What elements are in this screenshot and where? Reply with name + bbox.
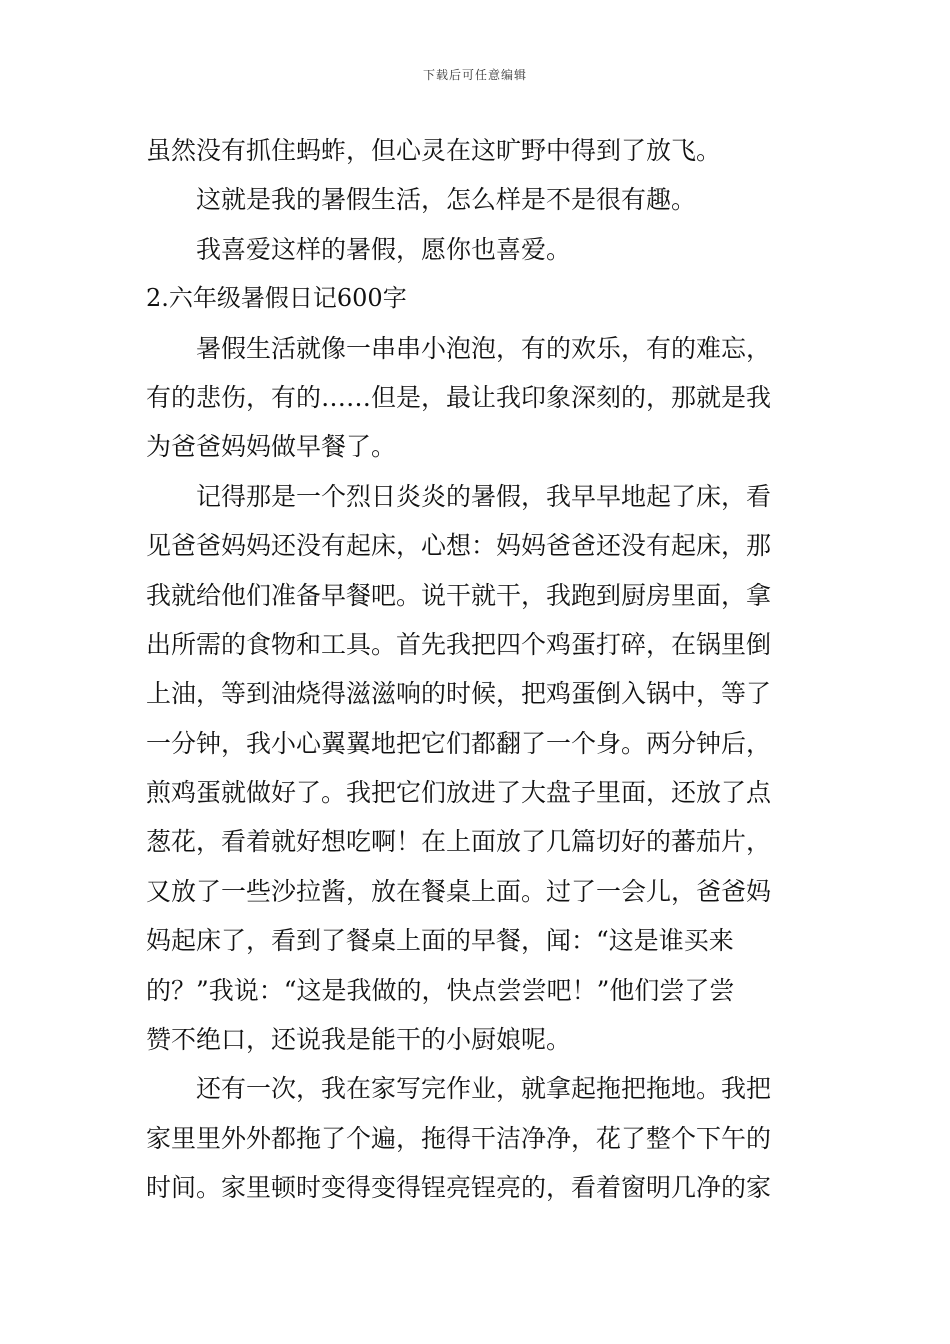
text-line: 出所需的食物和工具。首先我把四个鸡蛋打碎，在锅里倒 <box>146 629 772 659</box>
text-line: 记得那是一个烈日炎炎的暑假，我早早地起了床，看 <box>196 481 772 511</box>
text-line: 时间。家里顿时变得变得锃亮锃亮的，看着窗明几净的家 <box>146 1173 772 1203</box>
document-body <box>146 126 810 1213</box>
text-line: 有的悲伤，有的……但是，最让我印象深刻的，那就是我 <box>146 382 772 412</box>
page-header-note: 下载后可任意编辑 <box>422 68 527 82</box>
text-line: 葱花，看着就好想吃啊！在上面放了几篇切好的蕃茄片， <box>146 827 772 857</box>
text-line: 我就给他们准备早餐吧。说干就干，我跑到厨房里面，拿 <box>146 580 772 610</box>
text-line: 又放了一些沙拉酱，放在餐桌上面。过了一会儿，爸爸妈 <box>146 876 772 906</box>
text-line: 为爸爸妈妈做早餐了。 <box>146 432 397 462</box>
section-heading: 2.六年级暑假日记600字 <box>146 284 407 313</box>
text-line: 这就是我的暑假生活，怎么样是不是很有趣。 <box>196 185 697 215</box>
text-line: 还有一次，我在家写完作业，就拿起拖把拖地。我把 <box>196 1074 772 1104</box>
text-line: 煎鸡蛋就做好了。我把它们放进了大盘子里面，还放了点 <box>146 778 772 808</box>
text-line: 赞不绝口，还说我是能干的小厨娘呢。 <box>146 1025 572 1055</box>
text-line: 虽然没有抓住蚂蚱，但心灵在这旷野中得到了放飞。 <box>146 136 722 165</box>
text-line: 家里里外外都拖了个遍，拖得干洁净净，花了整个下午的 <box>146 1123 772 1153</box>
text-line: 的？”我说：“这是我做的，快点尝尝吧！”他们尝了尝 <box>146 975 735 1005</box>
text-line: 我喜爱这样的暑假，愿你也喜爱。 <box>196 234 572 264</box>
text-line: 一分钟，我小心翼翼地把它们都翻了一个身。两分钟后， <box>146 728 772 758</box>
text-line: 见爸爸妈妈还没有起床，心想：妈妈爸爸还没有起床，那 <box>146 531 772 561</box>
text-line: 暑假生活就像一串串小泡泡，有的欢乐，有的难忘， <box>196 333 772 363</box>
text-line: 妈起床了，看到了餐桌上面的早餐，闻：“这是谁买来 <box>146 926 734 956</box>
text-line: 上油，等到油烧得滋滋响的时候，把鸡蛋倒入锅中，等了 <box>146 679 772 709</box>
